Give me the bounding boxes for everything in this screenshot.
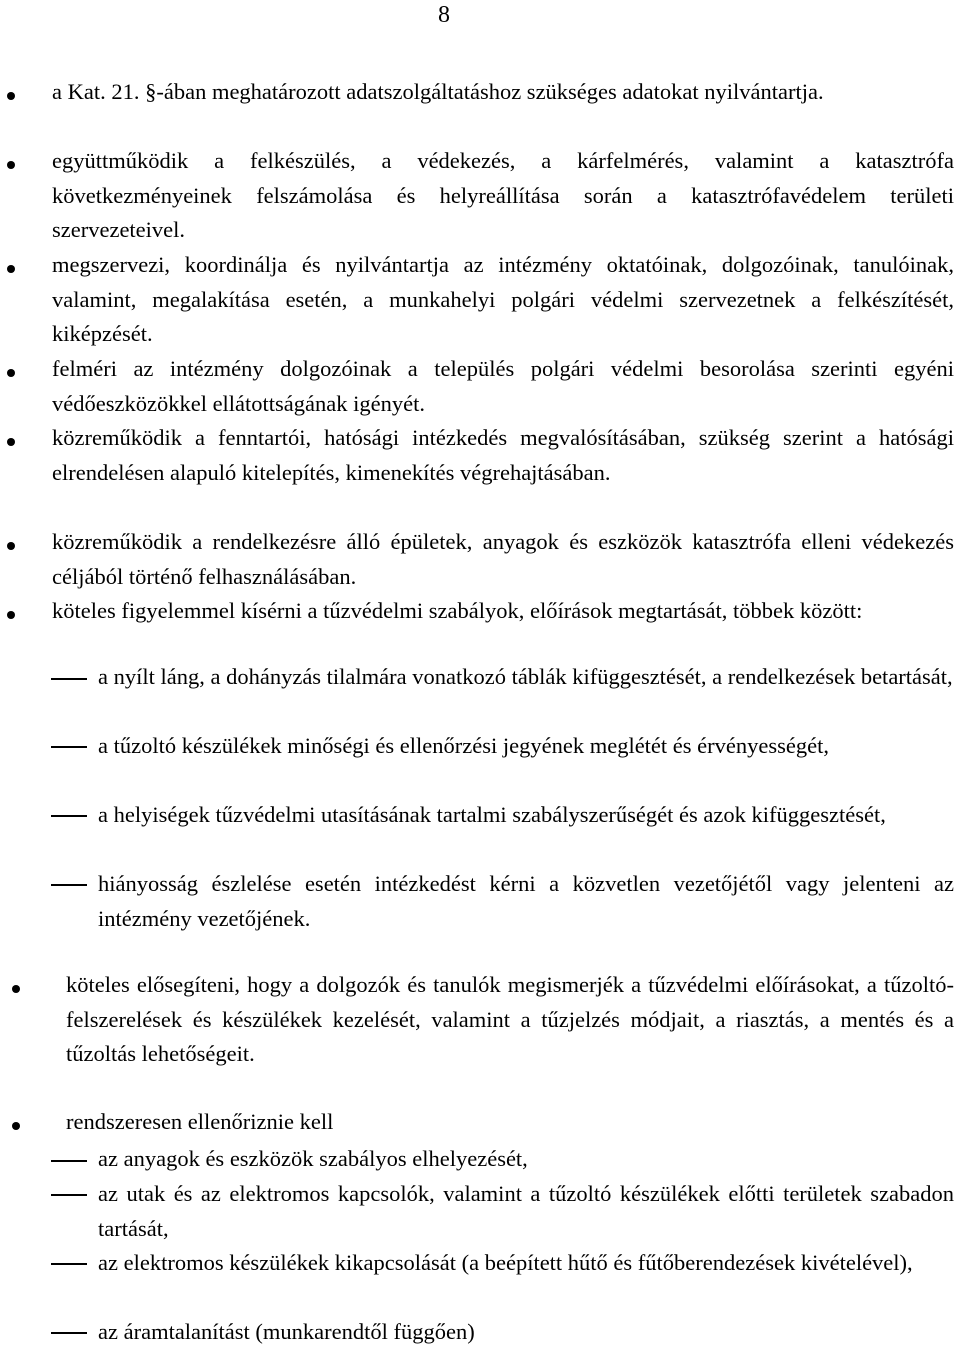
list-item: felméri az intézmény dolgozóinak a település polgári védelmi besorolása szerinti egyéni védőeszközökkel ellátottságának igényét.: [52, 356, 954, 416]
bullet-icon: [7, 369, 15, 377]
dash-icon: [51, 1194, 87, 1196]
list-item: köteles figyelemmel kísérni a tűzvédelmi szabályok, előírások megtartását, többek között:: [52, 598, 863, 623]
list-item: megszervezi, koordinálja és nyilvántartja az intézmény oktatóinak, dolgozóinak, tanulóinak, valamint, megalakítása esetén, a munkahelyi polgári védelmi szervezetnek a felkészítését, kiképzését.: [52, 252, 954, 347]
dash-icon: [51, 678, 87, 680]
bullet-icon: [12, 1122, 20, 1130]
bullet-icon: [7, 438, 15, 446]
dash-icon: [51, 815, 87, 817]
list-item: a helyiségek tűzvédelmi utasításának tartalmi szabályszerűségét és azok kifüggesztését,: [98, 802, 886, 827]
bullet-icon: [12, 985, 20, 993]
dash-icon: [51, 746, 87, 748]
page-number: 8: [438, 2, 450, 28]
bullet-icon: [7, 92, 15, 100]
list-item: hiányosság észlelése esetén intézkedést kérni a közvetlen vezetőjétől vagy jelenteni az intézmény vezetőjének.: [98, 871, 954, 931]
list-item: rendszeresen ellenőriznie kell: [66, 1109, 334, 1134]
bullet-icon: [7, 161, 15, 169]
dash-icon: [51, 884, 87, 886]
list-item: a tűzoltó készülékek minőségi és ellenőrzési jegyének meglétét és érvényességét,: [98, 733, 829, 758]
list-item: közreműködik a fenntartói, hatósági intézkedés megvalósításában, szükség szerint a hatósági elrendelésen alapuló kitelepítés, kimenekítés végrehajtásában.: [52, 425, 954, 485]
bullet-icon: [7, 542, 15, 550]
list-item: együttműködik a felkészülés, a védekezés, a kárfelmérés, valamint a katasztrófa következményeinek felszámolása és helyreállítása során a katasztrófavédelem területi szervezeteivel.: [52, 148, 954, 243]
list-item: közreműködik a rendelkezésre álló épületek, anyagok és eszközök katasztrófa elleni védekezés céljából történő felhasználásában.: [52, 529, 954, 589]
bullet-icon: [7, 265, 15, 273]
list-item: az elektromos készülékek kikapcsolását (a beépített hűtő és fűtőberendezések kivételével),: [98, 1250, 913, 1275]
list-item: a nyílt láng, a dohányzás tilalmára vonatkozó táblák kifüggesztését, a rendelkezések betartását,: [98, 664, 953, 689]
dash-icon: [51, 1160, 87, 1162]
list-item: az áramtalanítást (munkarendtől függően): [98, 1319, 475, 1344]
dash-icon: [51, 1263, 87, 1265]
dash-icon: [51, 1332, 87, 1334]
list-item: köteles elősegíteni, hogy a dolgozók és tanulók megismerjék a tűzvédelmi előírásokat, a tűzoltó-felszerelések és készülékek kezelését, valamint a tűzjelzés módjait, a riasztás, a mentés és a tűzoltás lehetőségeit.: [66, 972, 954, 1067]
bullet-icon: [7, 611, 15, 619]
list-item: az anyagok és eszközök szabályos elhelyezését,: [98, 1146, 528, 1171]
list-item: a Kat. 21. §-ában meghatározott adatszolgáltatáshoz szükséges adatokat nyilvántartja.: [52, 79, 824, 104]
list-item: az utak és az elektromos kapcsolók, valamint a tűzoltó készülékek előtti területek szabadon tartását,: [98, 1181, 954, 1241]
